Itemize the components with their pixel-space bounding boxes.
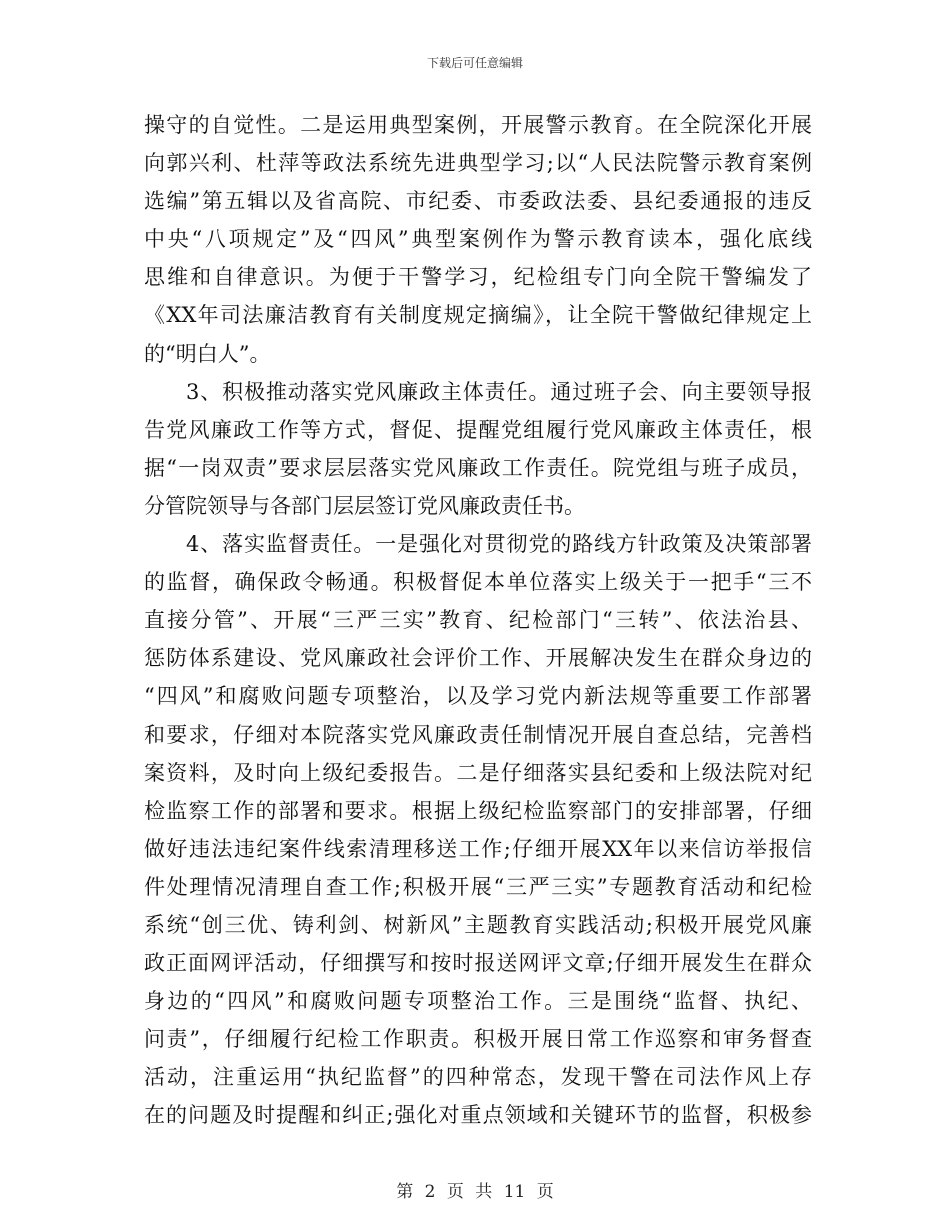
text-line: 惩防体系建设、党风廉政社会评价工作、开展解决发生在群众身边的 (144, 646, 812, 671)
page-number: 第 2 页 共 11 页 (396, 1182, 554, 1202)
page-header: 下载后可任意编辑 (426, 56, 523, 70)
paragraph (144, 106, 812, 373)
text-line: 告党风廉政工作等方式，督促、提醒党组履行党风廉政主体责任，根 (144, 417, 812, 442)
text-line: 活动，注重运用“执纪监督”的四种常态，发现干警在司法作风上存 (144, 1065, 812, 1090)
text-line: 《XX年司法廉洁教育有关制度规定摘编》，让全院干警做纪律规定上 (144, 303, 812, 328)
text-line: 据“一岗双责”要求层层落实党风廉政工作责任。院党组与班子成员， (144, 455, 812, 480)
text-line: 政正面网评活动，仔细撰写和按时报送网评文章;仔细开展发生在群众 (144, 951, 812, 976)
text-line: 案资料，及时向上级纪委报告。二是仔细落实县纪委和上级法院对纪 (144, 760, 812, 785)
text-line: 向郭兴利、杜萍等政法系统先进典型学习;以“人民法院警示教育案例 (144, 151, 812, 176)
text-line: 系统“创三优、铸利剑、树新风”主题教育实践活动;积极开展党风廉 (144, 912, 812, 937)
text-line: 件处理情况清理自查工作;积极开展“三严三实”专题教育活动和纪检 (144, 874, 812, 899)
text-line: “四风”和腐败问题专项整治，以及学习党内新法规等重要工作部署 (144, 684, 812, 709)
text-line: 做好违法违纪案件线索清理移送工作;仔细开展XX年以来信访举报信 (144, 836, 812, 861)
text-line: 分管院领导与各部门层层签订党风廉政责任书。 (144, 493, 585, 518)
text-line: 直接分管”、开展“三严三实”教育、纪检部门“三转”、依法治县、 (144, 608, 812, 633)
text-line: 思维和自律意识。为便于干警学习，纪检组专门向全院干警编发了 (144, 265, 812, 290)
document-body (144, 106, 812, 1135)
paragraph (144, 373, 812, 525)
text-line: 在的问题及时提醒和纠正;强化对重点领域和关键环节的监督，积极参 (144, 1103, 812, 1128)
text-line: 身边的“四风”和腐败问题专项整治工作。三是围绕“监督、执纪、 (144, 989, 812, 1014)
text-line: 的“明白人”。 (144, 341, 271, 366)
text-line: 3、积极推动落实党风廉政主体责任。通过班子会、向主要领导报 (186, 379, 812, 404)
paragraph (144, 525, 812, 1135)
text-line: 选编”第五辑以及省高院、市纪委、市委政法委、县纪委通报的违反 (144, 189, 812, 214)
text-line: 4、落实监督责任。一是强化对贯彻党的路线方针政策及决策部署 (186, 532, 812, 557)
text-line: 操守的自觉性。二是运用典型案例，开展警示教育。在全院深化开展 (144, 113, 812, 137)
text-line: 中央“八项规定”及“四风”典型案例作为警示教育读本，强化底线 (144, 227, 812, 252)
text-line: 和要求，仔细对本院落实党风廉政责任制情况开展自查总结，完善档 (144, 722, 812, 747)
text-line: 检监察工作的部署和要求。根据上级纪检监察部门的安排部署，仔细 (144, 798, 812, 823)
text-line: 问责”，仔细履行纪检工作职责。积极开展日常工作巡察和审务督查 (144, 1027, 812, 1052)
text-line: 的监督，确保政令畅通。积极督促本单位落实上级关于一把手“三不 (144, 570, 812, 595)
